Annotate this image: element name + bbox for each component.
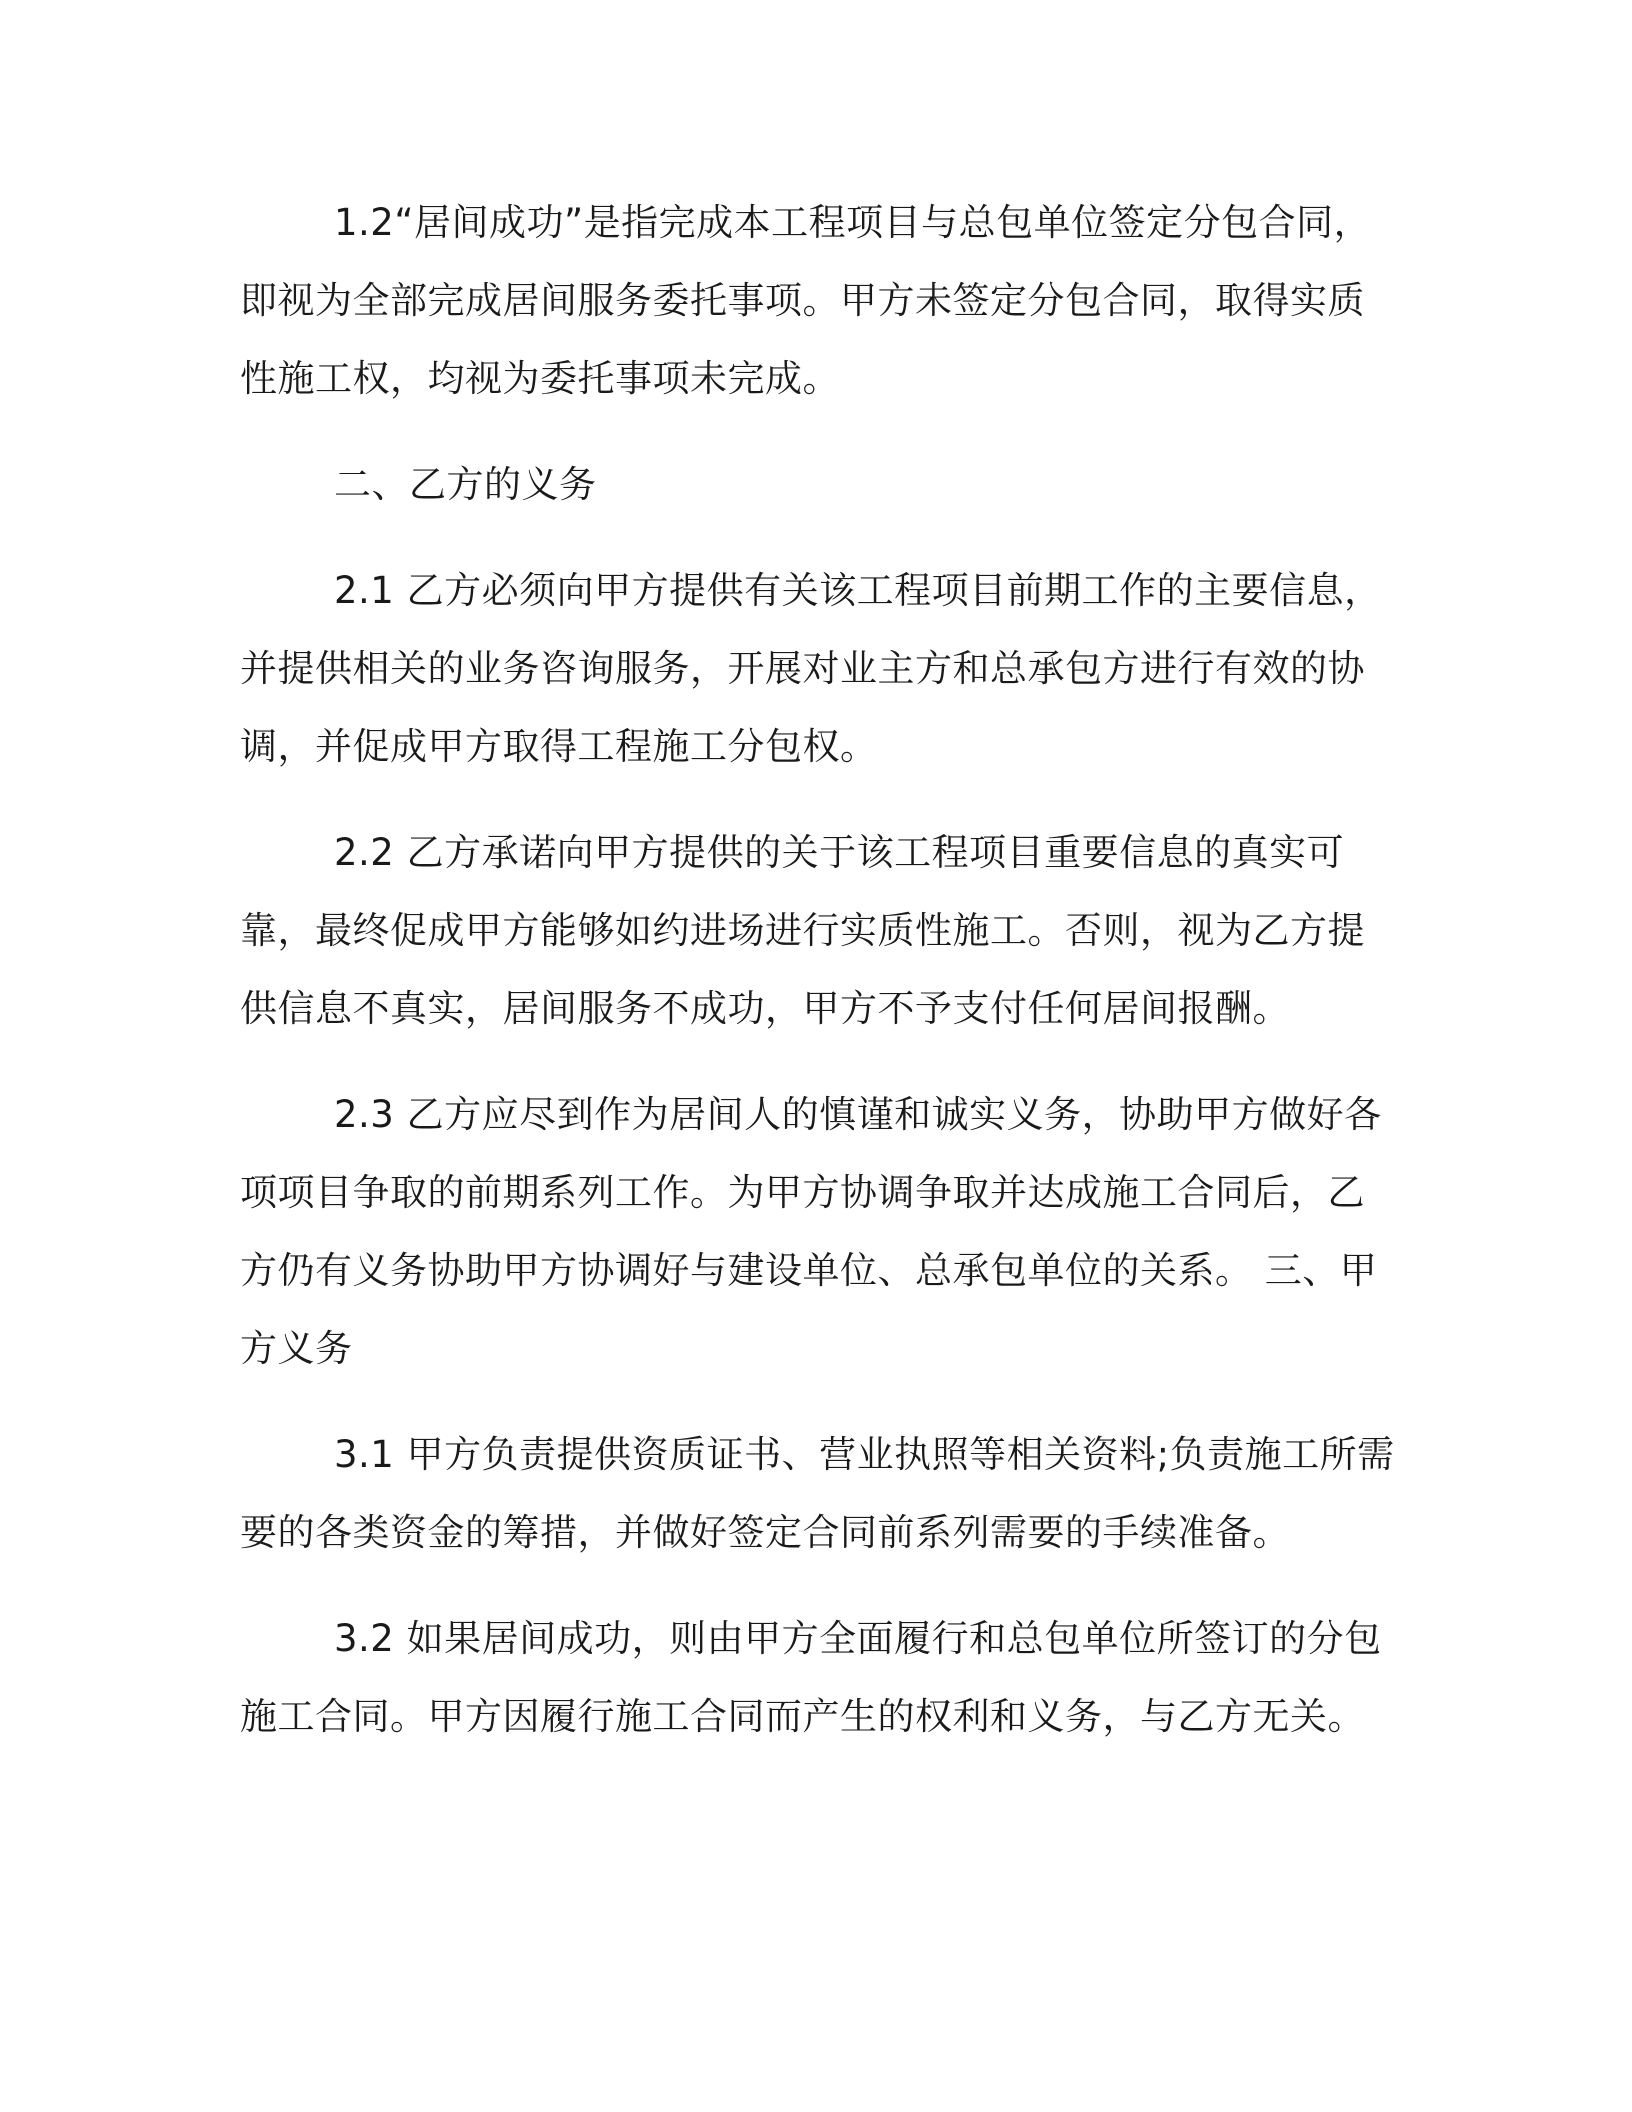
document-body — [240, 184, 1400, 1784]
paragraph-2-3: 2.3 乙方应尽到作为居间人的慎谨和诚实义务，协助甲方做好各项项目争取的前期系列工作。为甲方协调争取并达成施工合同后，乙方仍有义务协助甲方协调好与建设单位、总承包单位的关系。 三、甲方义务 — [240, 1093, 1382, 1370]
paragraph-2-1: 2.1 乙方必须向甲方提供有关该工程项目前期工作的主要信息，并提供相关的业务咨询服务，开展对业主方和总承包方进行有效的协调，并促成甲方取得工程施工分包权。 — [240, 569, 1382, 768]
section-heading-2: 二、乙方的义务 — [334, 463, 597, 506]
paragraph-3-2: 3.2 如果居间成功，则由甲方全面履行和总包单位所签订的分包施工合同。甲方因履行施工合同而产生的权利和义务，与乙方无关。 — [240, 1617, 1382, 1738]
paragraph-3-1: 3.1 甲方负责提供资质证书、营业执照等相关资料;负责施工所需要的各类资金的筹措，并做好签定合同前系列需要的手续准备。 — [240, 1433, 1395, 1554]
paragraph-2-2: 2.2 乙方承诺向甲方提供的关于该工程项目重要信息的真实可靠，最终促成甲方能够如约进场进行实质性施工。否则，视为乙方提供信息不真实，居间服务不成功，甲方不予支付任何居间报酬。 — [240, 831, 1365, 1030]
paragraph-1-2: 1.2“居间成功”是指完成本工程项目与总包单位签定分包合同，即视为全部完成居间服务委托事项。甲方未签定分包合同，取得实质性施工权，均视为委托事项未完成。 — [240, 201, 1372, 400]
